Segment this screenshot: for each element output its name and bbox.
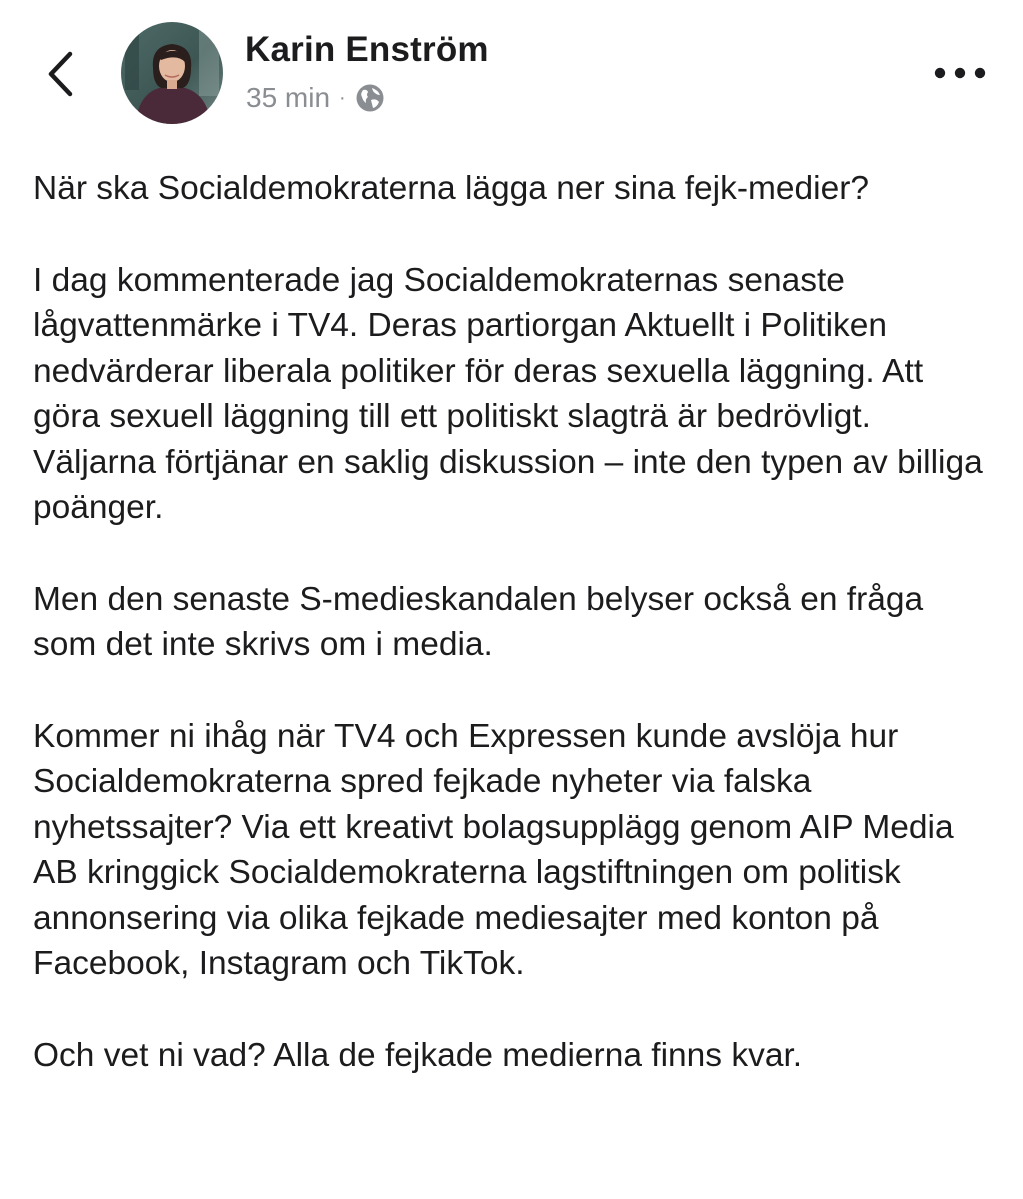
meta-separator: · <box>339 87 346 109</box>
post-paragraph: Kommer ni ihåg när TV4 och Expressen kunde avslöja hur Socialdemokraterna spred fejkade nyheter via falska nyhetssajter? Via ett kreativt bolagsupplägg genom AIP Media AB kringgick Socialdemokraterna lagstiftningen om politisk annonsering via olika fejkade mediesajter med konton på Facebook, Instagram och TikTok. <box>33 717 954 982</box>
author-name[interactable]: Karin Enström <box>245 30 489 69</box>
post-paragraph: I dag kommenterade jag Socialdemokraternas senaste lågvattenmärke i TV4. Deras partiorgan Aktuellt i Politiken nedvärderar liberala politiker för deras sexuella läggning. Att göra sexuell läggning till ett politiskt slagträ är bedrövligt. Väljarna förtjänar en saklig diskussion – inte den typen av billiga poänger. <box>33 261 983 526</box>
avatar[interactable] <box>121 22 223 124</box>
post-paragraph: När ska Socialdemokraterna lägga ner sina fejk-medier? <box>33 170 870 207</box>
post-body <box>33 166 993 1078</box>
more-options-button[interactable] <box>930 56 990 90</box>
post-header <box>0 0 1023 140</box>
post-paragraph: Men den senaste S-medieskandalen belyser också en fråga som det inte skrivs om i media. <box>33 580 924 663</box>
profile-photo <box>121 22 223 124</box>
chevron-left-icon <box>46 51 74 97</box>
more-horizontal-icon <box>932 66 988 80</box>
back-button[interactable] <box>38 48 82 100</box>
post-timestamp[interactable]: 35 min <box>246 82 331 113</box>
post-meta <box>246 80 385 116</box>
post-paragraph: Och vet ni vad? Alla de fejkade medierna finns kvar. <box>33 1036 803 1074</box>
globe-icon[interactable] <box>355 83 385 113</box>
